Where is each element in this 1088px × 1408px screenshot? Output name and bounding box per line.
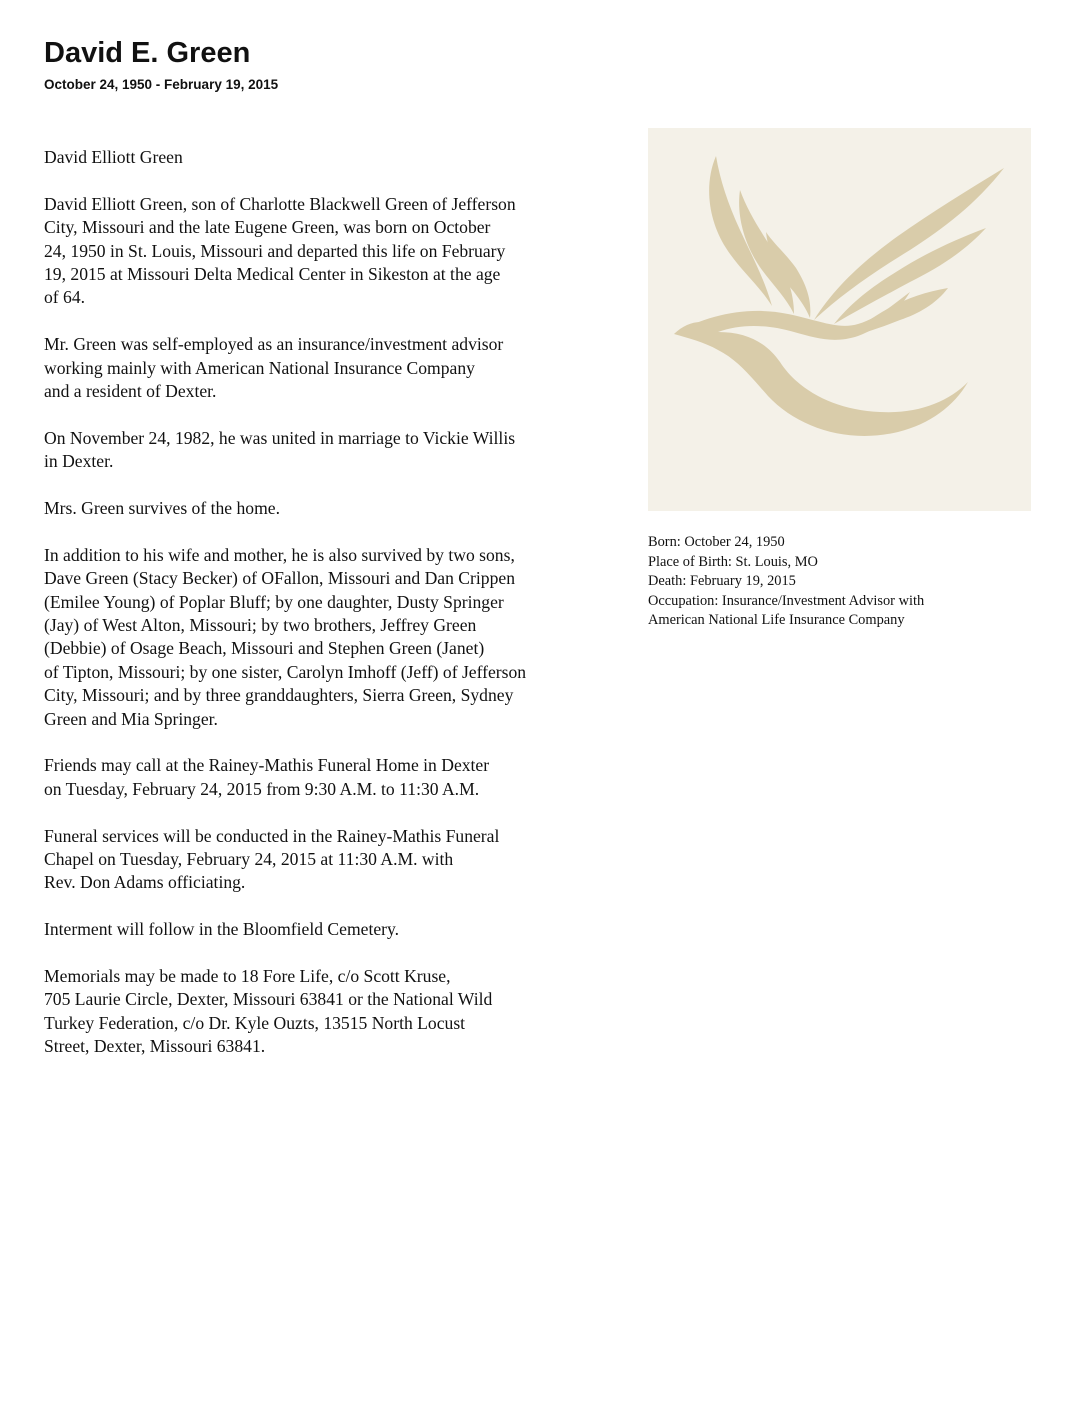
fact-death: Death: February 19, 2015 bbox=[648, 573, 796, 590]
text-line: City, Missouri; and by three granddaughters, Sierra Green, Sydney bbox=[44, 685, 514, 706]
body-paragraph bbox=[44, 427, 634, 474]
text-line: (Debbie) of Osage Beach, Missouri and Stephen Green (Janet) bbox=[44, 638, 485, 659]
text-line: City, Missouri and the late Eugene Green, was born on October bbox=[44, 217, 491, 238]
text-line: Interment will follow in the Bloomfield Cemetery. bbox=[44, 919, 400, 940]
text-line: Turkey Federation, c/o Dr. Kyle Ouzts, 13515 North Locust bbox=[44, 1012, 466, 1033]
text-line: of Tipton, Missouri; by one sister, Carolyn Imhoff (Jeff) of Jefferson bbox=[44, 661, 527, 682]
text-line: Dave Green (Stacy Becker) of OFallon, Missouri and Dan Crippen bbox=[44, 568, 515, 589]
text-line: Mr. Green was self-employed as an insurance/investment advisor bbox=[44, 334, 504, 355]
text-line: (Jay) of West Alton, Missouri; by two brothers, Jeffrey Green bbox=[44, 615, 477, 636]
life-dates: October 24, 1950 - February 19, 2015 bbox=[44, 77, 279, 92]
body-paragraph bbox=[44, 146, 634, 169]
body-paragraph bbox=[44, 544, 634, 731]
obituary-body bbox=[44, 146, 634, 1082]
text-line: and a resident of Dexter. bbox=[44, 381, 217, 402]
text-line: Funeral services will be conducted in the Rainey-Mathis Funeral bbox=[44, 825, 500, 846]
text-line: Memorials may be made to 18 Fore Life, c/o Scott Kruse, bbox=[44, 966, 451, 987]
text-line: David Elliott Green bbox=[44, 147, 183, 167]
dove-icon bbox=[648, 128, 1031, 511]
text-line: David Elliott Green, son of Charlotte Blackwell Green of Jefferson bbox=[44, 193, 516, 214]
fact-place-of-birth: Place of Birth: St. Louis, MO bbox=[648, 553, 818, 570]
text-line: working mainly with American National Insurance Company bbox=[44, 357, 475, 378]
body-paragraph bbox=[44, 333, 634, 403]
body-paragraph bbox=[44, 918, 634, 941]
page-title: David E. Green bbox=[44, 37, 251, 69]
body-paragraph bbox=[44, 193, 634, 310]
body-paragraph bbox=[44, 497, 634, 520]
memorial-image bbox=[648, 128, 1031, 511]
text-line: On November 24, 1982, he was united in marriage to Vickie Willis bbox=[44, 427, 516, 448]
vital-facts bbox=[648, 533, 1048, 631]
text-line: Friends may call at the Rainey-Mathis Funeral Home in Dexter bbox=[44, 755, 490, 776]
text-line: Green and Mia Springer. bbox=[44, 708, 218, 729]
fact-born: Born: October 24, 1950 bbox=[648, 534, 785, 550]
text-line: 705 Laurie Circle, Dexter, Missouri 63841 or the National Wild bbox=[44, 989, 493, 1010]
text-line: Mrs. Green survives of the home. bbox=[44, 498, 280, 519]
body-paragraph bbox=[44, 754, 634, 801]
text-line: on Tuesday, February 24, 2015 from 9:30 A.M. to 11:30 A.M. bbox=[44, 778, 480, 799]
body-paragraph bbox=[44, 965, 634, 1059]
text-line: In addition to his wife and mother, he is also survived by two sons, bbox=[44, 544, 515, 565]
body-paragraph bbox=[44, 825, 634, 895]
text-line: in Dexter. bbox=[44, 451, 114, 472]
text-line: of 64. bbox=[44, 287, 86, 308]
text-line: Rev. Don Adams officiating. bbox=[44, 872, 246, 893]
text-line: Chapel on Tuesday, February 24, 2015 at 11:30 A.M. with bbox=[44, 849, 454, 870]
fact-occupation-continued: American National Life Insurance Company bbox=[648, 612, 905, 629]
text-line: (Emilee Young) of Poplar Bluff; by one daughter, Dusty Springer bbox=[44, 591, 504, 612]
text-line: 24, 1950 in St. Louis, Missouri and departed this life on February bbox=[44, 240, 506, 261]
obituary-header bbox=[44, 36, 644, 94]
text-line: Street, Dexter, Missouri 63841. bbox=[44, 1036, 266, 1057]
fact-occupation: Occupation: Insurance/Investment Advisor with bbox=[648, 592, 925, 609]
text-line: 19, 2015 at Missouri Delta Medical Center in Sikeston at the age bbox=[44, 264, 501, 285]
